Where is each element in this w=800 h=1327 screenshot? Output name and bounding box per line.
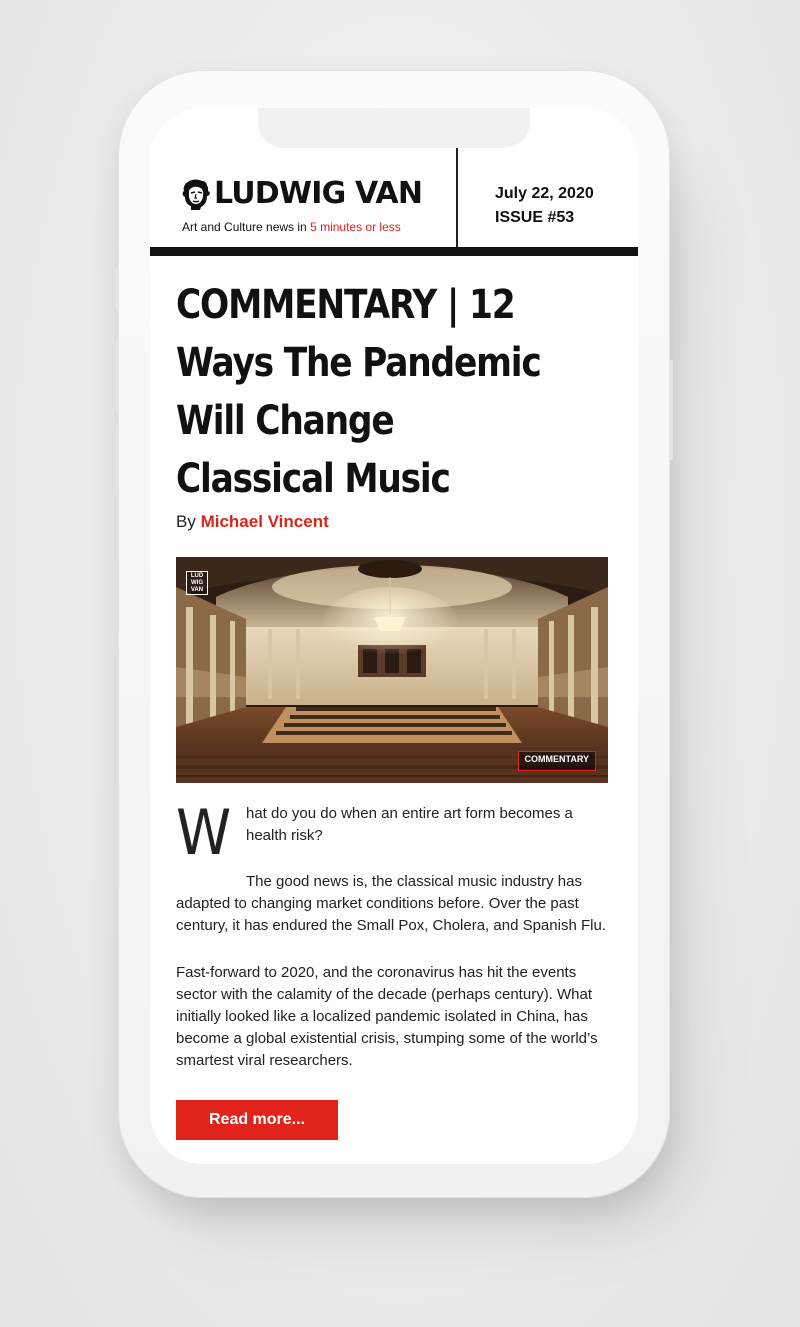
issue-info [495,182,594,230]
brand-logo[interactable] [178,174,422,214]
power-button [669,360,673,460]
read-more-button[interactable]: Read more... [176,1100,338,1140]
image-logo-badge [186,571,208,595]
byline-prefix: By [176,512,201,531]
beethoven-icon [178,177,212,211]
mute-switch [115,270,119,310]
headline-line: Classical Music [176,456,450,502]
concert-hall-image[interactable] [176,557,608,783]
header-divider [456,148,458,247]
badge-line: VAN [190,587,204,593]
badge-line: LUD [190,573,204,579]
author-link[interactable]: Michael Vincent [200,512,329,531]
tagline-text: Art and Culture news in [182,220,311,234]
header-rule [150,247,638,256]
volume-down-button [115,425,119,495]
image-category-tag: COMMENTARY [518,751,597,771]
badge-line: WIG [191,580,203,586]
phone-screen [150,108,638,1164]
brand-tagline [182,220,401,234]
brand-name: LUDWIG VAN [214,176,423,211]
article-byline [176,512,329,532]
concert-hall-illustration [176,557,608,783]
article-paragraph-1: hat do you do when an entire art form becomes a health risk? [246,805,573,844]
drop-cap: W [176,796,232,869]
article-paragraph-2: The good news is, the classical music industry has adapted to changing market conditions before. Over the past century, it has endured the Small Pox, Cholera, and Spanish Flu. [176,873,606,934]
tagline-highlight: 5 minutes or less [310,220,401,234]
headline-line: COMMENTARY | 12 [176,282,515,328]
article-headline[interactable] [176,276,546,508]
issue-date: July 22, 2020 [495,185,594,202]
issue-number: ISSUE #53 [495,209,575,226]
article-paragraph-3: Fast-forward to 2020, and the coronavirus has hit the events sector with the calamity of the decade (perhaps century). What initially looked like a localized pandemic isolated in China, has become a global existential crisis, stumping some of the world’s smartest viral researchers. [176,964,598,1069]
phone-notch [258,108,530,148]
volume-up-button [115,340,119,410]
headline-line: Will Change [176,398,394,444]
headline-line: Ways The Pandemic [176,340,541,386]
